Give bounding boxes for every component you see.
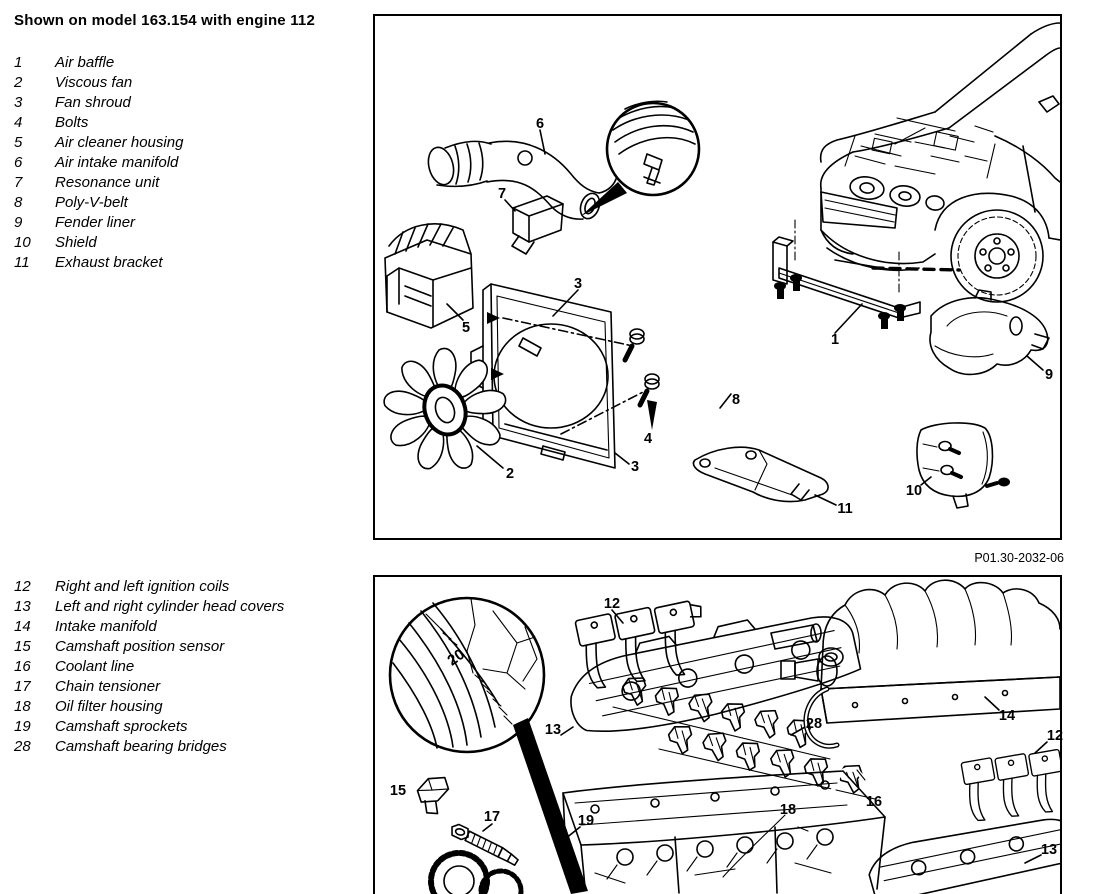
legend-item	[14, 173, 183, 193]
legend-item-label: Oil filter housing	[55, 698, 163, 715]
legend-item	[14, 133, 183, 153]
timing-mark-value: 20	[444, 645, 468, 670]
legend-item	[14, 677, 284, 697]
callout-10: 10	[905, 482, 923, 499]
legend-item-number: 2	[14, 74, 23, 91]
legend-item	[14, 153, 183, 173]
callout-28: 28	[805, 715, 823, 732]
legend-item	[14, 737, 284, 757]
legend-item-number: 6	[14, 154, 23, 171]
legend-item-number: 11	[14, 254, 30, 271]
page-title: Shown on model 163.154 with engine 112	[14, 12, 316, 29]
legend-item-label: Right and left ignition coils	[55, 578, 230, 595]
legend-item-number: 3	[14, 94, 23, 111]
legend-item-number: 9	[14, 214, 23, 231]
legend-item	[14, 253, 183, 273]
callout-19: 19	[577, 812, 595, 829]
legend-bottom-list	[14, 577, 284, 757]
legend-item	[14, 657, 284, 677]
callout-3: 3	[573, 275, 583, 292]
legend-item-label: Shield	[55, 234, 97, 251]
callout-13: 13	[1040, 841, 1058, 858]
legend-item-label: Intake manifold	[55, 618, 157, 635]
diagram-bottom-callouts	[375, 577, 1064, 894]
legend-item-label: Camshaft bearing bridges	[55, 738, 227, 755]
diagram-top-frame	[373, 14, 1062, 540]
legend-item-label: Fan shroud	[55, 94, 131, 111]
legend-item-label: Air intake manifold	[55, 154, 179, 171]
legend-item-number: 17	[14, 678, 31, 695]
legend-item-number: 5	[14, 134, 23, 151]
legend-item-label: Chain tensioner	[55, 678, 161, 695]
legend-item	[14, 73, 183, 93]
callout-12: 12	[1046, 727, 1064, 744]
legend-item-number: 28	[14, 738, 31, 755]
callout-3: 3	[630, 458, 640, 475]
legend-item-number: 4	[14, 114, 23, 131]
legend-item	[14, 113, 183, 133]
callout-8: 8	[731, 391, 741, 408]
callout-1: 1	[830, 331, 840, 348]
legend-item-label: Viscous fan	[55, 74, 133, 91]
legend-item	[14, 577, 284, 597]
legend-item	[14, 697, 284, 717]
legend-item	[14, 617, 284, 637]
callout-11: 11	[837, 500, 853, 517]
legend-item-number: 15	[14, 638, 31, 655]
legend-item-number: 12	[14, 578, 31, 595]
legend-item-number: 8	[14, 194, 23, 211]
diagram-bottom-frame	[373, 575, 1062, 894]
figure-number: P01.30-2032-06	[974, 551, 1064, 565]
legend-item-number: 19	[14, 718, 31, 735]
legend-item-label: Camshaft position sensor	[55, 638, 225, 655]
diagram-top-callouts	[375, 16, 1060, 538]
callout-18: 18	[779, 801, 797, 818]
legend-top-list	[14, 53, 183, 273]
callout-17: 17	[483, 808, 501, 825]
callout-12: 12	[603, 595, 621, 612]
legend-item-label: Camshaft sprockets	[55, 718, 188, 735]
legend-item-label: Air baffle	[55, 54, 115, 71]
legend-item-label: Poly-V-belt	[55, 194, 128, 211]
legend-item-label: Left and right cylinder head covers	[55, 598, 285, 615]
callout-5: 5	[461, 319, 471, 336]
legend-item	[14, 93, 183, 113]
legend-item-number: 10	[14, 234, 31, 251]
legend-item-label: Bolts	[55, 114, 89, 131]
callout-13: 13	[544, 721, 562, 738]
legend-item-number: 16	[14, 658, 31, 675]
legend-item	[14, 637, 284, 657]
legend-item-number: 13	[14, 598, 31, 615]
callout-6: 6	[535, 115, 545, 132]
legend-item-label: Resonance unit	[55, 174, 160, 191]
legend-item-label: Coolant line	[55, 658, 135, 675]
legend-item	[14, 233, 183, 253]
legend-item-label: Exhaust bracket	[55, 254, 163, 271]
legend-item	[14, 193, 183, 213]
callout-7: 7	[497, 185, 507, 202]
legend-item	[14, 597, 284, 617]
legend-item-label: Air cleaner housing	[55, 134, 184, 151]
callout-16: 16	[865, 793, 883, 810]
legend-item-number: 18	[14, 698, 31, 715]
legend-item-label: Fender liner	[55, 214, 136, 231]
legend-item-number: 14	[14, 618, 31, 635]
legend-item	[14, 53, 183, 73]
legend-item	[14, 717, 284, 737]
callout-9: 9	[1044, 366, 1054, 383]
callout-4: 4	[643, 430, 653, 447]
legend-item-number: 1	[14, 54, 23, 71]
legend-item	[14, 213, 183, 233]
callout-15: 15	[389, 782, 407, 799]
callout-2: 2	[505, 465, 515, 482]
callout-14: 14	[998, 707, 1016, 724]
legend-item-number: 7	[14, 174, 23, 191]
